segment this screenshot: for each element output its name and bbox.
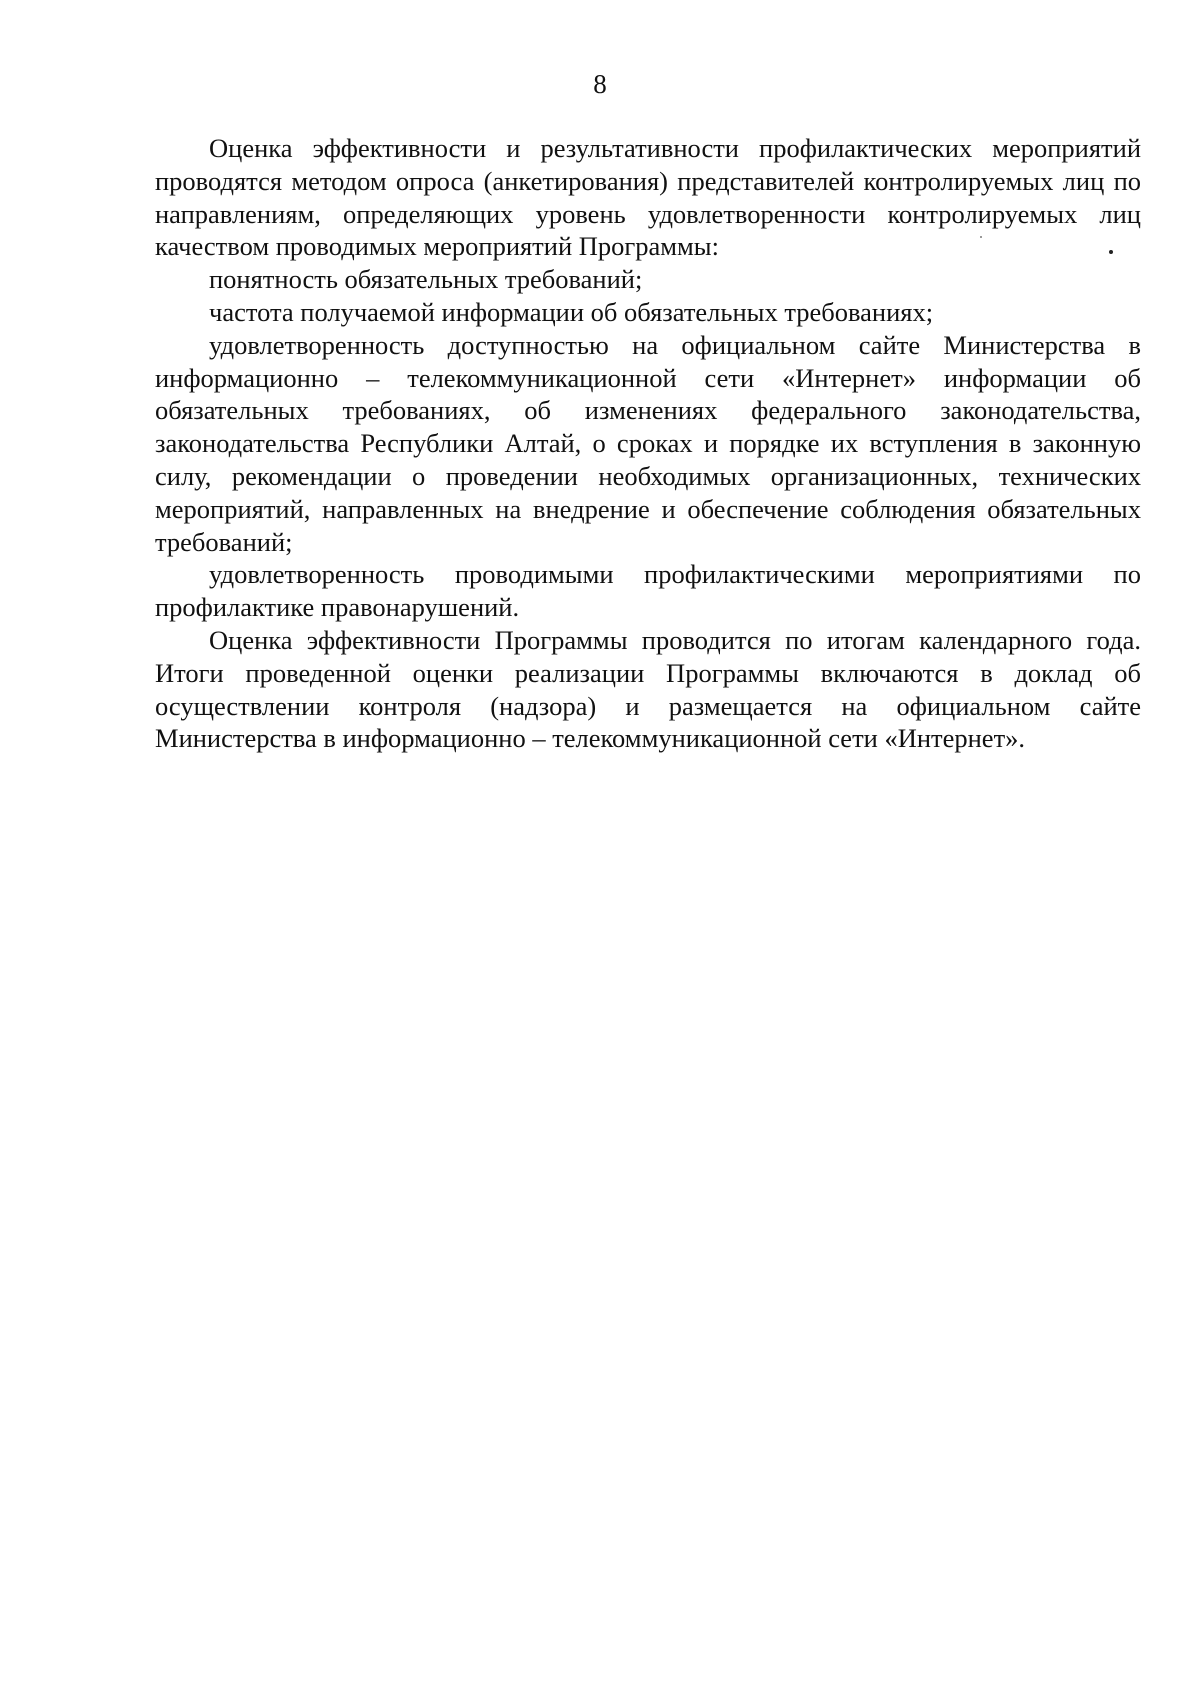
paragraph-annual-evaluation: Оценка эффективности Программы проводится по итогам календарного года. Итоги проведенной оценки реализации Программы включаются в доклад об осуществлении контроля (надзора) и размещается на официальном сайте Министерства в информационно – телекоммуникационной сети «Интернет». (155, 624, 1141, 754)
criterion-clarity: понятность обязательных требований; (209, 264, 643, 295)
paragraph-evaluation-method: Оценка эффективности и результативности профилактических мероприятий проводятся методом опроса (анкетирования) представителей контролируемых лиц по направлениям, определяющих уровень удовлетворенности контролируемых лиц качеством проводимых мероприятий Программы: (155, 133, 1141, 262)
document-body (155, 132, 1141, 755)
scan-dot-mark (1109, 250, 1113, 254)
criterion-frequency: частота получаемой информации об обязательных требованиях; (209, 296, 934, 327)
criterion-satisfaction: удовлетворенность проводимыми профилактическими мероприятиями по профилактике правонарушений. (155, 559, 1141, 623)
criterion-availability: удовлетворенность доступностью на официальном сайте Министерства в информационно – телекоммуникационной сети «Интернет» информации об обязательных требованиях, об изменениях федерального законодательства, законодательства Республики Алтай, о сроках и порядке их вступления в законную силу, рекомендации о проведении необходимых организационных, технических мероприятий, направленных на внедрение и обеспечение соблюдения обязательных требований; (155, 329, 1141, 557)
scan-speck (980, 236, 982, 238)
page-number: 8 (593, 69, 607, 99)
